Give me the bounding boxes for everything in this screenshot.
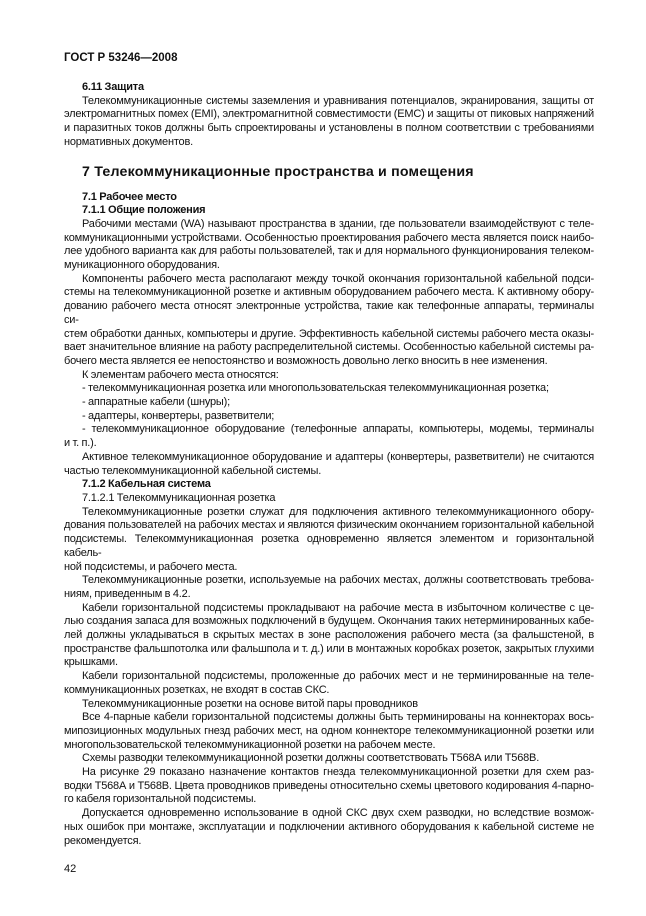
paragraph bbox=[64, 807, 594, 848]
document-header: ГОСТ Р 53246—2008 bbox=[64, 52, 178, 64]
paragraph bbox=[64, 602, 594, 671]
section-heading: 7.1 Рабочее место bbox=[82, 190, 177, 203]
text-line: лее удобного варианта как для работы пользователей, так и для нормального функционирования телеком- bbox=[64, 245, 594, 258]
text-line: Кабели горизонтальной подсистемы прокладывают на рабочие места в избыточном количестве с це- bbox=[82, 601, 594, 614]
text-line: К элементам рабочего места относятся: bbox=[82, 368, 279, 381]
chapter-title: 7 Телекоммуникационные пространства и помещения bbox=[82, 163, 474, 180]
paragraph bbox=[64, 410, 594, 424]
text-line: ниям, приведенным в 4.2. bbox=[64, 587, 191, 600]
text-line: - телекоммуникационная розетка или многопользовательская телекоммуникационная розетка; bbox=[82, 382, 549, 395]
text-line: стем обработки данных, компьютеры и другие. Эффективность кабельной системы рабочего места оказы- bbox=[64, 327, 594, 340]
paragraph bbox=[64, 218, 594, 273]
text-line: стемы на телекоммуникационной розетке и активным оборудованием рабочего места. К активному обору- bbox=[64, 286, 594, 299]
section-7 bbox=[64, 191, 594, 849]
text-line: Телекоммуникационные системы заземления и уравнивания потенциалов, экранирования, защиты от bbox=[82, 94, 594, 107]
text-line: крышками. bbox=[64, 656, 118, 669]
text-line: рекомендуется. bbox=[64, 834, 142, 847]
section-heading: 7.1.2 Кабельная система bbox=[82, 478, 211, 491]
paragraph bbox=[64, 670, 594, 697]
paragraph bbox=[64, 506, 594, 575]
text-line: подсистемы. Телекоммуникационная розетка одновременно является элементом и горизонтальной кабель- bbox=[64, 533, 594, 559]
text-line: Активное телекоммуникационное оборудование и адаптеры (конвертеры, разветвители) не считаются bbox=[82, 450, 594, 463]
text-line: Компоненты рабочего места располагают между точкой окончания горизонтальной кабельной подси- bbox=[82, 272, 594, 285]
paragraph bbox=[64, 382, 594, 396]
text-line: частью телекоммуникационной кабельной системы. bbox=[64, 464, 322, 477]
paragraph bbox=[64, 752, 594, 766]
text-line: коммуникационными устройствами. Особенностью проектирования рабочего места является поиск наибо- bbox=[64, 231, 594, 244]
text-line: нормативных документов. bbox=[64, 135, 193, 148]
paragraph bbox=[64, 95, 594, 150]
text-line: и т. п.). bbox=[64, 437, 97, 450]
text-line: ной подсистемы, и рабочего места. bbox=[64, 560, 238, 573]
text-line: Телекоммуникационные розетки служат для подключения активного телекоммуникационного обору- bbox=[82, 505, 594, 518]
text-line: Кабели горизонтальной подсистемы, проложенные до рабочих мест и не терминированные на теле- bbox=[82, 670, 594, 683]
paragraph bbox=[64, 369, 594, 383]
paragraph bbox=[64, 698, 594, 712]
text-line: водки Т568А и Т568В. Цвета проводников приведены относительно схемы цветового кодирования 4-парно- bbox=[64, 779, 594, 792]
text-line: лью создания запаса для возможных подключений в будущем. Окончания таких нетерминированных кабе- bbox=[64, 615, 594, 628]
text-line: Телекоммуникационные розетки, используемые на рабочих местах, должны соответствовать требова- bbox=[82, 574, 594, 587]
paragraph bbox=[64, 766, 594, 807]
text-line: и паразитных токов должны быть спроектированы и установлены в полном соответствии с требованиями bbox=[64, 122, 594, 135]
text-line: Допускается одновременно использование в одной СКС двух схем разводки, но вследствие возмож- bbox=[82, 807, 594, 820]
section-6-11 bbox=[64, 81, 594, 150]
paragraph bbox=[64, 396, 594, 410]
text-line: На рисунке 29 показано назначение контактов гнезда телекоммуникационной розетки для схем раз- bbox=[82, 766, 594, 779]
text-line: ных ошибок при монтаже, эксплуатации и подключении активного оборудования к кабельной системе не bbox=[64, 820, 594, 833]
text-line: Все 4-парные кабели горизонтальной подсистемы должны быть терминированы на коннекторах вось- bbox=[82, 711, 594, 724]
text-line: коммуникационных розетках, не входят в состав СКС. bbox=[64, 683, 330, 696]
text-line: вает значительное влияние на работу распределительной системы. Особенностью кабельной системы ра- bbox=[64, 341, 594, 354]
text-line: дованию рабочего места относят электронные устройства, такие как телефонные аппараты, терминалы си- bbox=[64, 300, 594, 326]
text-line: го кабеля горизонтальной подсистемы. bbox=[64, 793, 257, 806]
text-line: Телекоммуникационные розетки на основе витой пары проводников bbox=[82, 697, 418, 710]
paragraph bbox=[64, 423, 594, 450]
text-line: дования пользователей на рабочих местах и являются физическим окончанием горизонтальной кабельной bbox=[64, 519, 594, 532]
text-line: - адаптеры, конвертеры, разветвители; bbox=[82, 409, 275, 422]
section-heading: 6.11 Защита bbox=[82, 81, 144, 93]
text-line: бочего места является ее непостоянство и возможность довольно легко вносить в нее изменения. bbox=[64, 354, 548, 367]
paragraph bbox=[64, 711, 594, 752]
paragraph bbox=[64, 574, 594, 601]
text-line: мипозиционных модульных гнезд рабочих мест, на одном коннекторе телекоммуникационной розетки или bbox=[64, 724, 594, 737]
text-line: пространстве фальшпотолка или фальшпола и т. д.) или в монтажных коробках розеток, закрытых глухими bbox=[64, 642, 594, 655]
text-line: лей должны укладываться в скрытых местах в зоне расположения рабочего места (за фальшстеной, в bbox=[64, 629, 594, 642]
text-line: муникационного оборудования. bbox=[64, 259, 220, 272]
text-line: электромагнитных помех (EMI), электромагнитной совместимости (EMC) и защиты от пиковых напряжений bbox=[64, 108, 594, 121]
section-heading: 7.1.1 Общие положения bbox=[82, 204, 206, 217]
paragraph bbox=[64, 273, 594, 369]
text-line: - телекоммуникационное оборудование (телефонные аппараты, компьютеры, модемы, терминалы bbox=[82, 423, 594, 436]
paragraph bbox=[64, 451, 594, 478]
subsection-label: 7.1.2.1 Телекоммуникационная розетка bbox=[82, 491, 276, 504]
text-line: многопользовательской телекоммуникационной розетки на рабочем месте. bbox=[64, 738, 436, 751]
text-line: Схемы разводки телекоммуникационной розетки должны соответствовать Т568А или Т568В. bbox=[82, 752, 540, 765]
text-line: - аппаратные кабели (шнуры); bbox=[82, 396, 230, 409]
text-line: Рабочими местами (WA) называют пространства в здании, где пользователи взаимодействуют с теле- bbox=[82, 217, 594, 230]
page-number: 42 bbox=[64, 863, 77, 876]
